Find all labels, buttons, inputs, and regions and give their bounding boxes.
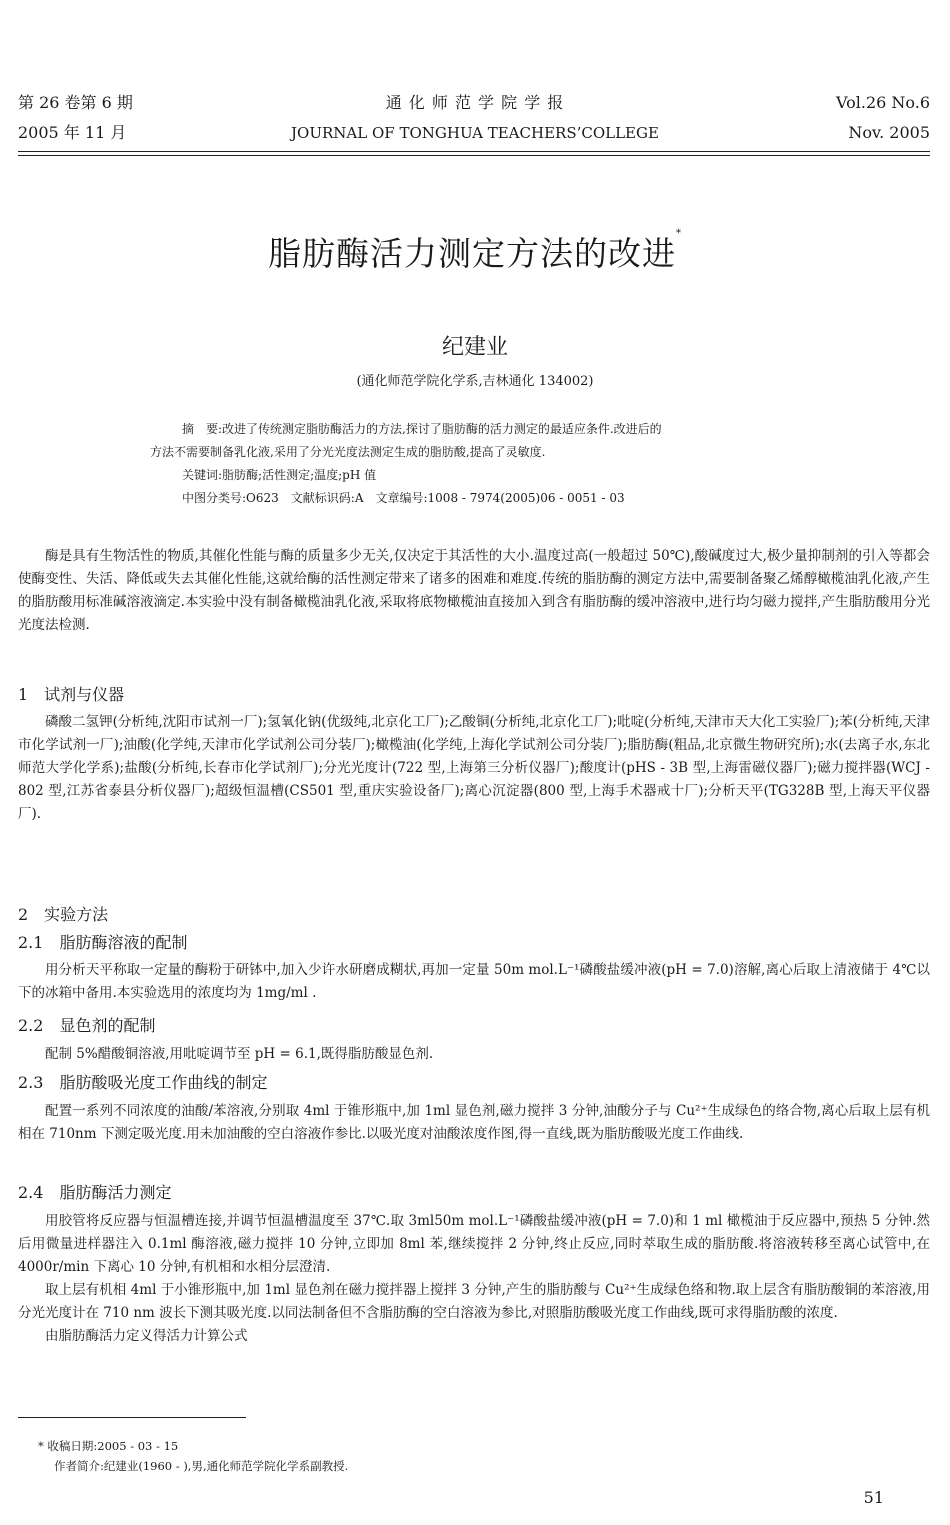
section-2-2-body xyxy=(18,1043,930,1066)
keywords: 关键词:脂肪酶;活性测定;温度;pH 值 xyxy=(182,468,377,482)
page-number: 51 xyxy=(863,1488,884,1507)
header-rule-bottom xyxy=(18,155,930,156)
title-text: 脂肪酶活力测定方法的改进 xyxy=(268,234,676,273)
article-title xyxy=(0,228,950,275)
volume-issue-en: Vol.26 No.6 xyxy=(836,93,930,112)
abstract-block xyxy=(150,418,800,510)
section-2-1-paragraph: 用分析天平称取一定量的酶粉于研钵中,加入少许水研磨成糊状,再加一定量 50m mol.L⁻¹磷酸盐缓冲液(pH = 7.0)溶解,离心后取上清液储于 4℃以下的冰箱中备用.本实验选用的浓度均为 1mg/ml . xyxy=(18,962,930,1001)
volume-issue: 第 26 卷第 6 期 xyxy=(18,93,133,112)
intro-paragraph-block xyxy=(18,545,930,637)
section-2-4-paragraph-2: 取上层有机相 4ml 于小锥形瓶中,加 1ml 显色剂在磁力搅拌器上搅拌 3 分钟,产生的脂肪酸与 Cu²⁺生成绿色络和物.取上层含有脂肪酸铜的苯溶液,用分光光度计在 710 nm 波长下测其吸光度.以同法制备但不含脂肪酶的空白溶液为参比,对照脂肪酸吸光度工作曲线,既可求得脂肪酸的浓度. xyxy=(18,1282,930,1321)
publication-date-en: Nov. 2005 xyxy=(848,123,930,142)
section-1-paragraph: 磷酸二氢钾(分析纯,沈阳市试剂一厂);氢氧化钠(优级纯,北京化工厂);乙酸铜(分析纯,北京化工厂);吡啶(分析纯,天津市天大化工实验厂);苯(分析纯,天津市化学试剂一厂);油酸(化学纯,天津市化学试剂公司分装厂);橄榄油(化学纯,上海化学试剂公司分装厂);脂肪酶(粗品,北京微生物研究所);水(去离子水,东北师范大学化学系);盐酸(分析纯,长春市化学试剂厂);分光光度计(722 型,上海第三分析仪器厂);酸度计(pHS - 3B 型,上海雷磁仪器厂);磁力搅拌器(WCJ - 802 型,江苏省泰县分析仪器厂);超级恒温槽(CS501 型,重庆实验设备厂);离心沉淀器(800 型,上海手术器戒十厂);分析天平(TG328B 型,上海天平仪器厂). xyxy=(18,714,930,822)
section-2-4-paragraph-1: 用胶管将反应器与恒温槽连接,并调节恒温槽温度至 37℃.取 3ml50m mol.L⁻¹磷酸盐缓冲液(pH = 7.0)和 1 ml 橄榄油于反应器中,预热 5 分钟.然后用微量进样器注入 0.1ml 酶溶液,磁力搅拌 10 分钟,立即加 8ml 苯,继续搅拌 2 分钟,终止反应,同时萃取生成的脂肪酸.将溶液转移至离心试管中,在 4000r/min 下离心 10 分钟,有机相和水相分层澄清. xyxy=(18,1213,930,1275)
section-1-heading: 1 试剂与仪器 xyxy=(18,685,125,704)
journal-name-cn: 通 化 师 范 学 院 学 报 xyxy=(385,93,565,112)
author-affiliation: (通化师范学院化学系,吉林通化 134002) xyxy=(356,374,594,389)
section-2-1-body xyxy=(18,959,930,1005)
footnote-author-bio: 作者简介:纪建业(1960 - ),男,通化师范学院化学系副教授. xyxy=(54,1459,349,1473)
footnote-rule xyxy=(18,1417,246,1418)
footnote-block xyxy=(18,1436,930,1476)
section-2-3-body xyxy=(18,1100,930,1146)
abstract-line-2: 方法不需要制备乳化液,采用了分光光度法测定生成的脂肪酸,提高了灵敏度. xyxy=(150,445,546,459)
publication-date: 2005 年 11 月 xyxy=(18,123,127,142)
journal-name-en: JOURNAL OF TONGHUA TEACHERS’COLLEGE xyxy=(291,124,659,142)
title-footnote-mark: * xyxy=(676,228,682,239)
header-rule-top xyxy=(18,151,930,152)
intro-paragraph: 酶是具有生物活性的物质,其催化性能与酶的质量多少无关,仅决定于其活性的大小.温度过高(一般超过 50℃),酸碱度过大,极少量抑制剂的引入等都会使酶变性、失活、降低或失去其催化性能,这就给酶的活性测定带来了诸多的困难和难度.传统的脂肪酶的测定方法中,需要制备聚乙烯醇橄榄油乳化液,产生的脂肪酸用标准碱溶液滴定.本实验中没有制备橄榄油乳化液,采取将底物橄榄油直接加入到含有脂肪酶的缓冲溶液中,进行均匀磁力搅拌,产生脂肪酸用分光光度法检测. xyxy=(18,548,930,633)
section-2-2-heading: 2.2 显色剂的配制 xyxy=(18,1016,156,1035)
section-2-2-paragraph: 配制 5%醋酸铜溶液,用吡啶调节至 pH = 6.1,既得脂肪酸显色剂. xyxy=(45,1046,434,1062)
section-2-heading: 2 实验方法 xyxy=(18,905,109,924)
section-2-4-paragraph-3: 由脂肪酶活力定义得活力计算公式 xyxy=(45,1328,248,1344)
author-name: 纪建业 xyxy=(441,335,508,360)
section-1-body xyxy=(18,711,930,826)
section-2-3-heading: 2.3 脂肪酸吸光度工作曲线的制定 xyxy=(18,1073,268,1092)
section-2-4-heading: 2.4 脂肪酶活力测定 xyxy=(18,1183,172,1202)
abstract-line-1: 摘 要:改进了传统测定脂肪酶活力的方法,探讨了脂肪酶的活力测定的最适应条件.改进后的 xyxy=(182,422,662,436)
footnote-received: * 收稿日期:2005 - 03 - 15 xyxy=(38,1439,179,1453)
section-2-3-paragraph: 配置一系列不同浓度的油酸/苯溶液,分别取 4ml 于锥形瓶中,加 1ml 显色剂,磁力搅拌 3 分钟,油酸分子与 Cu²⁺生成绿色的络合物,离心后取上层有机相在 710nm 下测定吸光度.用未加油酸的空白溶液作参比.以吸光度对油酸浓度作图,得一直线,既为脂肪酸吸光度工作曲线. xyxy=(18,1103,930,1142)
section-2-1-heading: 2.1 脂肪酶溶液的配制 xyxy=(18,933,188,952)
section-2-4-body xyxy=(18,1210,930,1348)
classification-codes: 中图分类号:O623 文献标识码:A 文章编号:1008 - 7974(2005)06 - 0051 - 03 xyxy=(182,491,625,505)
